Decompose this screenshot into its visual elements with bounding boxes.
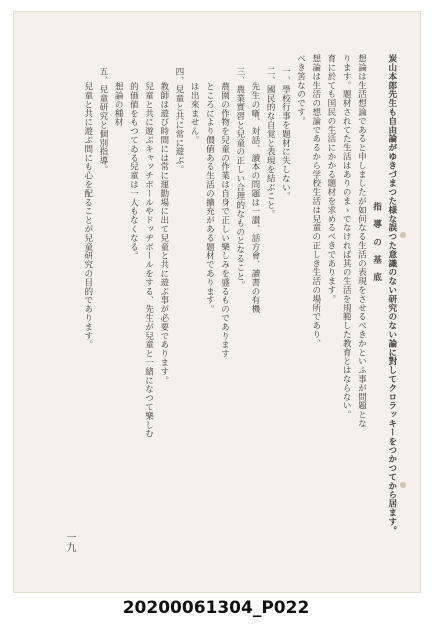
text-column: 想論の種材 [113,82,124,127]
binding-hole [400,232,406,238]
text-column: 一、學校行事を題材に失しない。 [280,67,291,201]
binding-hole [400,482,406,488]
text-column: 指 導 の 基 底 [371,202,382,284]
text-column: 四、兒童と共に常に遊ぶ。 [173,67,184,174]
text-column: 兒童と共に遊ぶ間にも心を配ることが兒童研究の目的であります。 [82,82,93,349]
document-page [14,12,420,592]
text-column: 農園の作物を兒童の作業は自身で正しい樂しみを盛るものであります [219,82,230,358]
archive-caption: 20200061304_P022 [122,598,310,618]
text-column: ところにより價値ある生活の擴充がある題材であります。 [204,82,215,314]
text-column: 的価値をもつてゐる兒童は一人もなくなる。 [128,82,139,260]
text-column: ります。題材されてた生活はありのまゝでなければ其の生活を規範した教育とはならない。 [341,54,352,419]
text-column: 兒童と共に遊ぶキャッチボールやドッヂボールをする、先生が兒童と一緒になつて樂しむ [143,82,154,438]
text-column: 先生の噺、対話、讀本の問題は一讃、話方會、讀書の有機 [249,82,260,314]
text-column: 炭山本郎先生も自由論がゆきづまつた様な誤つた意識のない研究のない論に對してクロラッキーをつかつてから居ます。 [386,54,397,535]
binding-holes [400,232,410,492]
text-column: 五、兒童研究と個別指導。 [97,67,108,174]
text-column: 教師は遊び時間には常に運動場に出て兒童と共に遊ぶ事が必要であります。 [158,82,169,385]
text-column: べき筈なのです。 [295,54,306,126]
text-column: 育に於ても国民の生活にかかる題材を求めるべきであります。 [325,54,336,304]
text-column: は出來ません。 [189,82,200,145]
text-column: 想論は生活想論であると申しましたが如何なる生活の表現をさせるべきかといふ事が問題とな [356,54,367,428]
page-number: 一九 [64,532,75,552]
text-column: 二、國民的な自覚と表現を結ぶこと。 [265,67,276,219]
text-column: 想論は生活の想論であるから学校生活は兒童の正しき生活の場所であり、 [310,54,321,348]
text-column: 三、農業實習と兒童の正しい合理的なものとなること。 [234,67,245,290]
